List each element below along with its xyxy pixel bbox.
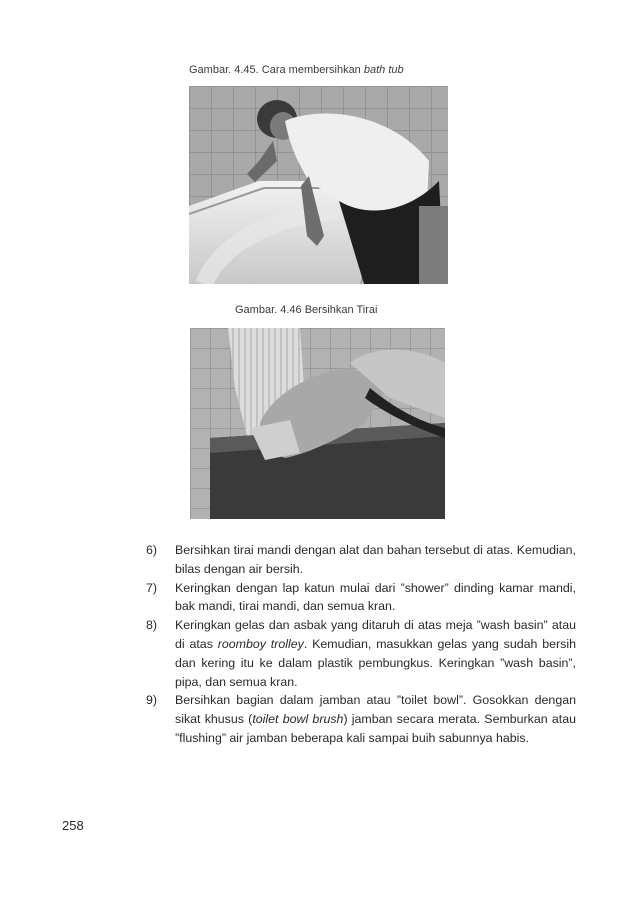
step-text: ) jamban secara merata. Semburkan atau ”flushing” air jamban beberapa kali sampai buih sabunnya habis. xyxy=(175,712,577,745)
figure-caption-4-46: Gambar. 4.46 Bersihkan Tirai xyxy=(235,304,378,316)
step-text: Keringkan dengan lap katun mulai dari ”shower” dinding kamar mandi, bak mandi, tirai mandi, dan semua kran. xyxy=(175,580,576,614)
photo-cleaning-curtain xyxy=(190,328,445,519)
figure-caption-4-45 xyxy=(189,64,404,76)
step-number: 6) xyxy=(146,543,158,557)
step-text: Bersihkan tirai mandi dengan alat dan bahan tersebut di atas. Kemudian, bilas dengan air bersih. xyxy=(175,543,576,576)
step-text: . Kemudian, masukkan gelas yang sudah bersih dan kering itu ke dalam plastik pembungkus. Keringkan ”wash basin”, pipa, dan semua kran. xyxy=(175,636,577,689)
step-italic-term: roomboy trolley xyxy=(217,636,304,651)
page-number: 258 xyxy=(62,818,84,833)
caption-text: Gambar. 4.45. Cara membersihkan xyxy=(189,64,364,76)
step-italic-term: toilet bowl brush xyxy=(252,712,344,727)
step-number: 7) xyxy=(146,580,158,595)
step-number: 9) xyxy=(146,693,158,708)
step-text: Keringkan gelas dan asbak yang ditaruh di atas meja ”wash basin” atau di atas xyxy=(175,618,576,651)
step-item xyxy=(146,579,576,617)
step-item xyxy=(146,691,576,747)
step-number: 8) xyxy=(146,618,158,633)
step-text: Bersihkan bagian dalam jamban atau ”toilet bowl”. Gosokkan dengan sikat khusus ( xyxy=(175,693,576,727)
step-item xyxy=(146,616,576,691)
instruction-steps xyxy=(146,541,576,748)
caption-italic-term: bath tub xyxy=(363,64,404,76)
step-item xyxy=(146,541,576,579)
photo-cleaning-bathtub xyxy=(189,86,448,284)
